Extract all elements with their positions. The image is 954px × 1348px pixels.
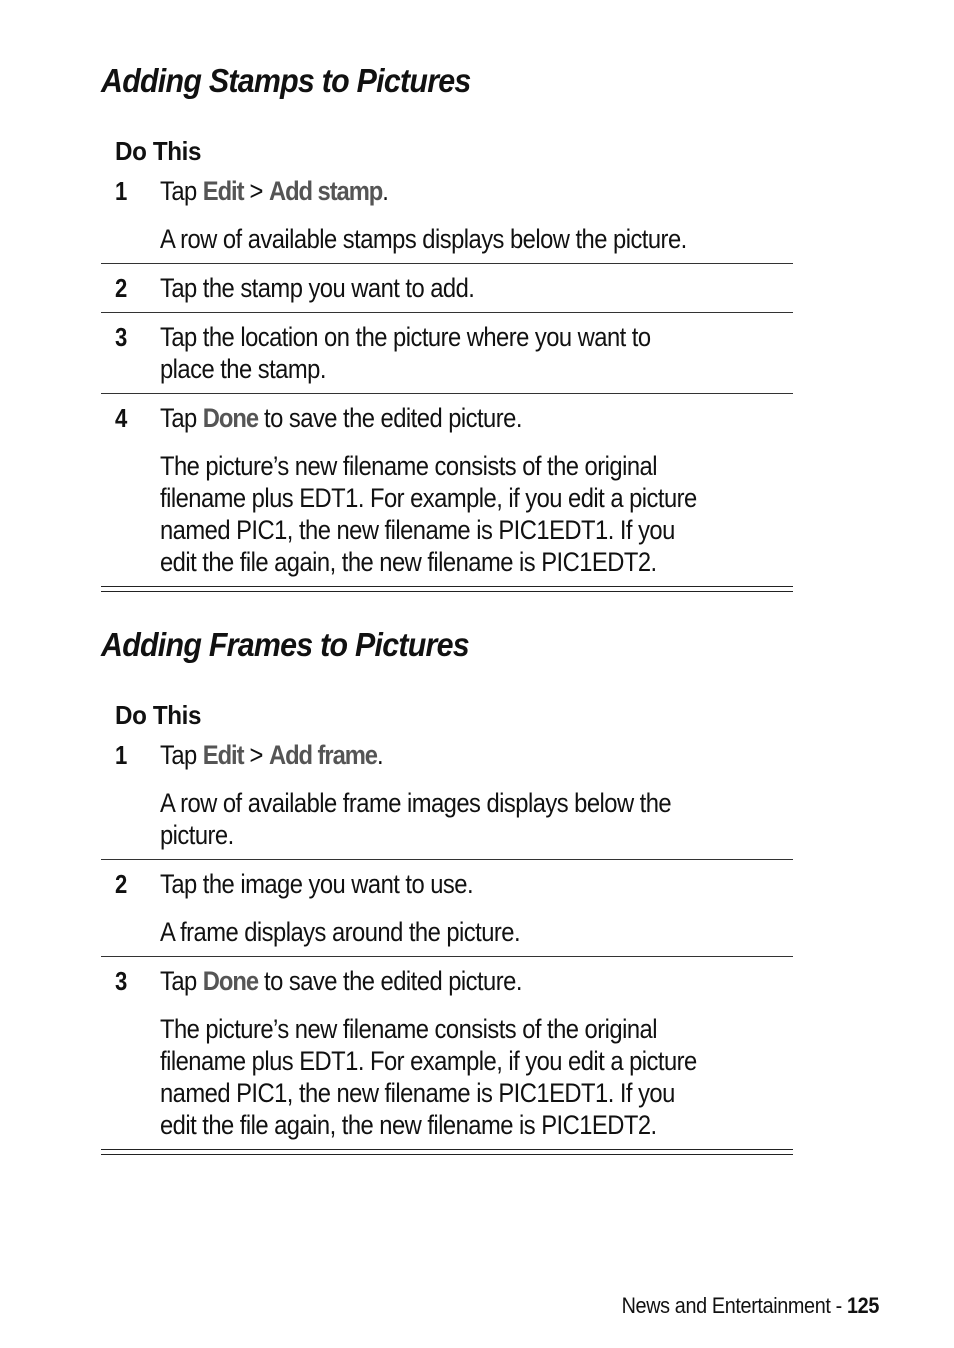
step-instruction: Tap Edit > Add stamp.	[160, 176, 389, 206]
step-note: A row of available stamps displays below the picture.	[160, 224, 687, 254]
step-instruction: Tap the stamp you want to add.	[160, 273, 475, 303]
step-number: 1	[115, 176, 128, 206]
step-note: The picture’s new filename consists of the original filename plus EDT1. For example, if you edit a picture named PIC1, the new filename is PIC1EDT1. If you edit the file again, the new filename is PIC1EDT2.	[160, 451, 697, 577]
section-title: Adding Stamps to Pictures	[101, 62, 471, 99]
step-4	[101, 393, 793, 587]
page-number: 125	[847, 1293, 879, 1318]
step-number: 2	[115, 273, 128, 303]
section-adding-frames	[101, 625, 793, 1155]
step-3	[101, 956, 793, 1150]
step-number: 3	[115, 966, 128, 996]
section-title: Adding Frames to Pictures	[101, 626, 469, 663]
step-instruction: Tap the image you want to use.	[160, 869, 474, 899]
menu-label-add-frame: Add frame	[268, 740, 377, 770]
step-1	[101, 731, 793, 859]
menu-label-done: Done	[202, 966, 258, 996]
menu-label-add-stamp: Add stamp	[268, 176, 383, 206]
chapter-label: News and Entertainment -	[621, 1293, 848, 1318]
step-1	[101, 167, 793, 263]
menu-label-edit: Edit	[202, 740, 244, 770]
step-number: 1	[115, 740, 128, 770]
section-adding-stamps	[101, 61, 793, 592]
step-instruction: Tap the location on the picture where you want to place the stamp.	[160, 322, 651, 384]
step-number: 4	[115, 403, 128, 433]
step-number: 3	[115, 322, 128, 352]
table-end-rule	[101, 1150, 793, 1155]
table-end-rule	[101, 587, 793, 592]
step-instruction: Tap Edit > Add frame.	[160, 740, 384, 770]
step-3	[101, 312, 793, 393]
step-number: 2	[115, 869, 128, 899]
column-header: Do This	[115, 700, 202, 730]
step-instruction: Tap Done to save the edited picture.	[160, 966, 522, 996]
step-2	[101, 859, 793, 956]
step-note: A frame displays around the picture.	[160, 917, 521, 947]
step-2	[101, 263, 793, 312]
menu-label-done: Done	[202, 403, 258, 433]
menu-label-edit: Edit	[202, 176, 244, 206]
page-footer	[622, 1292, 879, 1320]
step-note: A row of available frame images displays below the picture.	[160, 788, 672, 850]
column-header: Do This	[115, 136, 202, 166]
step-instruction: Tap Done to save the edited picture.	[160, 403, 522, 433]
step-note: The picture’s new filename consists of the original filename plus EDT1. For example, if you edit a picture named PIC1, the new filename is PIC1EDT1. If you edit the file again, the new filename is PIC1EDT2.	[160, 1014, 697, 1140]
